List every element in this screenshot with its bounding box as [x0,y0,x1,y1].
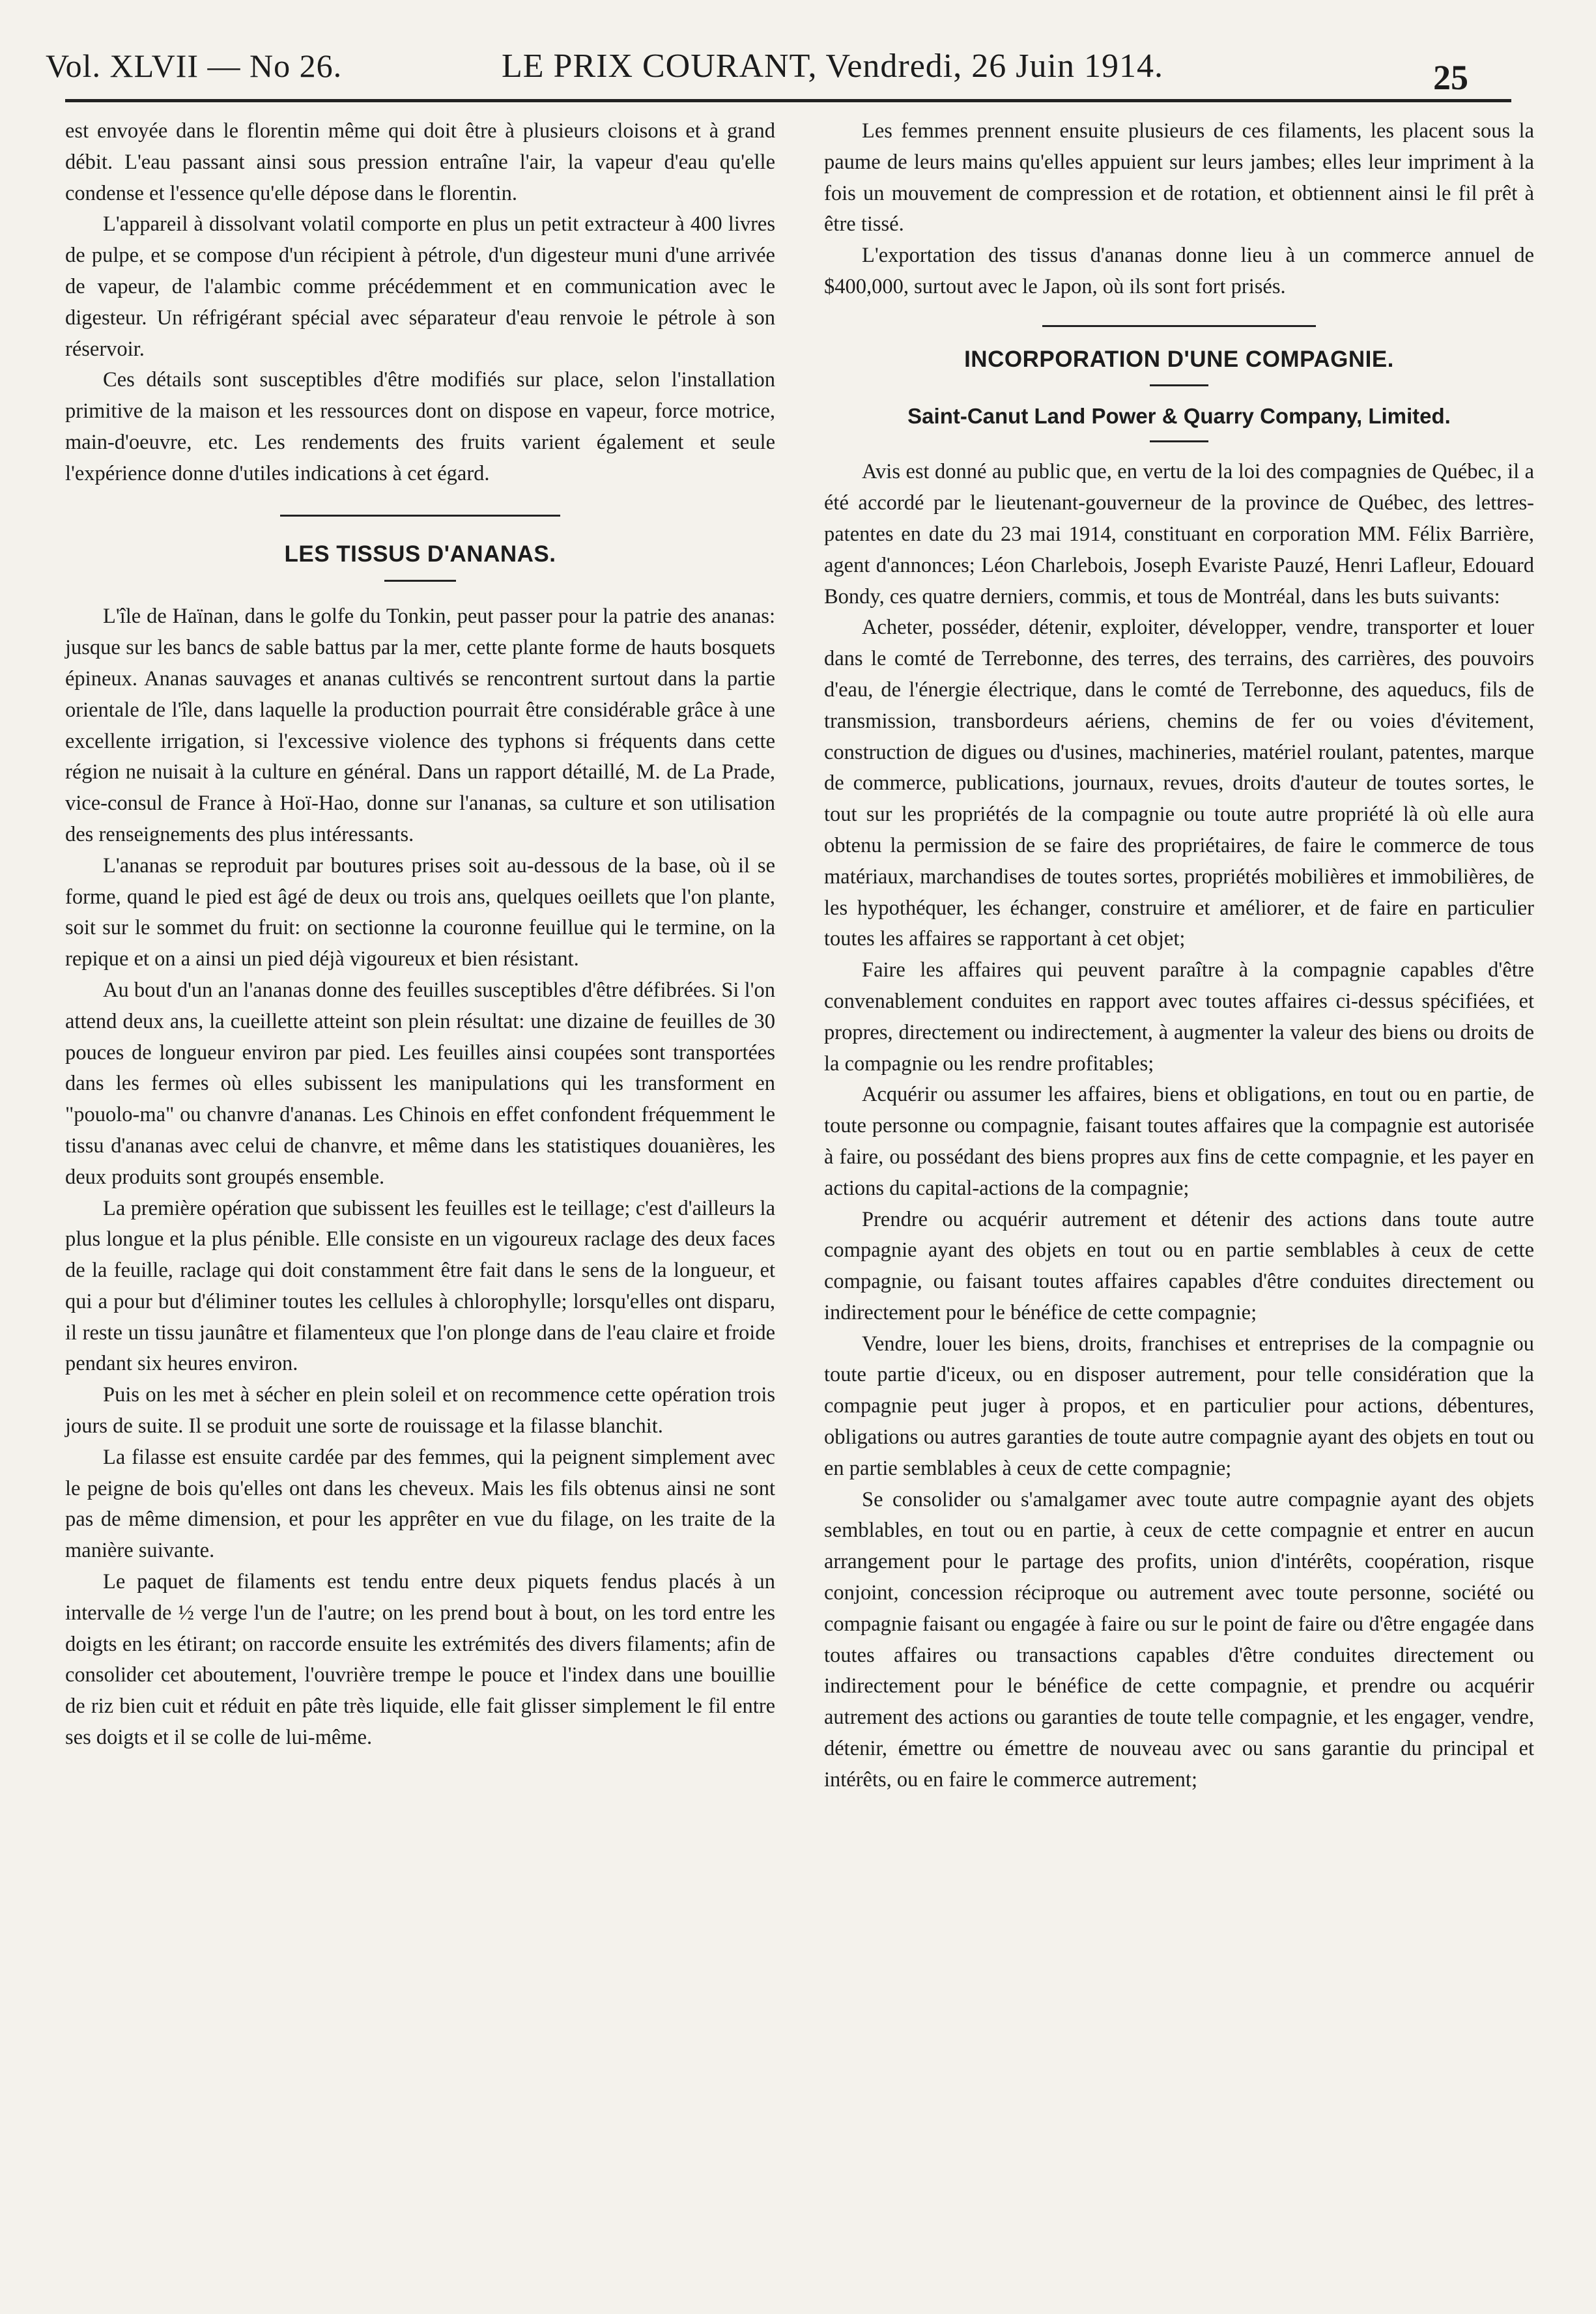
paragraph: Se consolider ou s'amalgamer avec toute autre compagnie ayant des objets semblables, en tout ou en partie, à ceux de cette compagnie et entrer en aucun arrangement pour le partage des profits, union d'intérêts, coopération, risque conjoint, concession réciproque ou autrement avec toute personne, société ou compagnie faisant ou engagée à faire ou sur le point de faire ou d'être engagée dans toutes affaires ou transactions capables d'être conduites directement ou indirectement pour le bénéfice de cette compagnie, et prendre ou acquérir autrement des actions ou garanties de toute telle compagnie, et les engager, vendre, détenir, émettre ou émettre de nouveau avec ou sans garantie du principal et intérêts, ou en faire le commerce autrement; [824,1487,1534,1792]
masthead [46,38,1498,96]
volume-number: Vol. XLVII — No 26. [46,48,343,84]
paragraph: Faire les affaires qui peuvent paraître à la compagnie capables d'être convenablement conduites en rapport avec toutes affaires ci-dessus spécifiées, et propres, directement ou indirectement, à augmenter la valeur des biens ou droits de la compagnie ou les rendre profitables; [824,958,1534,1076]
paragraph: Au bout d'un an l'ananas donne des feuilles susceptibles d'être défibrées. Si l'on attend deux ans, la cueillette atteint son plein résultat: une dizaine de feuilles de 30 pouces de longueur environ par pied. Les feuilles ainsi coupées sont transportées dans les fermes où elles subissent les manipulations qui les transforment en "pouolo-ma" ou chanvre d'ananas. Les Chinois en effet confondent fréquemment le tissu d'ananas avec celui de chanvre, et même dans les statistiques douanières, les deux produits sont groupés ensemble. [65,978,775,1189]
paragraph: L'ananas se reproduit par boutures prises soit au-dessous de la base, où il se forme, quand le pied est âgé de deux ou trois ans, quelques oeillets que l'on plante, soit sur le sommet du fruit: on sectionne la couronne feuillue qui le termine, on la repique et on a ainsi un pied déjà vigoureux et bien résistant. [65,853,775,971]
article-heading: LES TISSUS D'ANANAS. [284,541,556,567]
paragraph: Ces détails sont susceptibles d'être modifiés sur place, selon l'installation primitive de la maison et les ressources dont on dispose en vapeur, force motrice, main-d'oeuvre, etc. Les rendements des fruits varient également et seule l'expérience donne d'utiles indications à cet égard. [65,368,775,485]
heading-underline [384,580,456,582]
paragraph: Le paquet de filaments est tendu entre deux piquets fendus placés à un intervalle de ½ verge l'un de l'autre; on les prend bout à bout, on les tord entre les doigts en les étirant; on raccorde ensuite les extrémités des divers filaments; afin de consolider cet aboutement, l'ouvrière trempe le pouce et l'index dans une bouillie de riz bien cuit et réduit en pâte très liquide, elle fait glisser simplement le fil entre ses doigts et il se colle de lui-même. [65,1570,775,1750]
paragraph: La première opération que subissent les feuilles est le teillage; c'est d'ailleurs la plus longue et la plus pénible. Elle consiste en un vigoureux raclage des deux faces de la feuille, raclage qui doit constamment être fait dans le sens de la longueur, et qui a pour but d'éliminer toutes les cellules à chlorophylle; lorsqu'elles ont disparu, il reste un tissu jaunâtre et filamenteux que l'on plonge dans de l'eau claire et froide pendant six heures environ. [65,1196,775,1376]
paragraph: Avis est donné au public que, en vertu de la loi des compagnies de Québec, il a été accordé par le lieutenant-gouverneur de la province de Québec, des lettres-patentes en date du 23 mai 1914, constituant en corporation MM. Félix Barrière, agent d'annonces; Léon Charlebois, Joseph Evariste Pauzé, Henri Lafleur, Edouard Bondy, ces quatre derniers, commis, et tous de Montréal, dans les buts suivants: [824,460,1534,608]
paragraph: Acheter, posséder, détenir, exploiter, développer, vendre, transporter et louer dans le comté de Terrebonne, des terres, des terrains, des carrières, des pouvoirs d'eau, de l'énergie électrique, dans le comté de Terrebonne, des aqueducs, fils de transmission, transbordeurs aériens, chemins de fer ou voies d'évitement, construction de digues ou d'usines, machineries, matériel roulant, patentes, marque de commerce, publications, journaux, revues, droits d'auteur de toutes sortes, le tout sur les propriétés de la compagnie ou toute autre propriété là où elle aura obtenu la permission de se faire des propriétaires, de faire le commerce de tous matériaux, marchandises de toutes sortes, propriétés mobilières et immobilières, de les hypothéquer, les échanger, construire et améliorer, et de faire en particulier toutes les affaires se rapportant à cet objet; [824,616,1534,951]
heading-underline [1150,384,1208,386]
article-subheading: Saint-Canut Land Power & Quarry Company, Limited. [907,403,1451,428]
paragraph: L'exportation des tissus d'ananas donne lieu à un commerce annuel de $400,000, surtout avec le Japon, où ils sont fort prisés. [824,244,1534,298]
left-column [65,116,775,1754]
paragraph: Les femmes prennent ensuite plusieurs de ces filaments, les placent sous la paume de leurs mains qu'elles appuient sur leurs jambes; elles leur impriment à la fois un mouvement de compression et de rotation, et obtiennent ainsi le fil prêt à être tissé. [824,119,1534,236]
section-divider [1042,325,1316,327]
paragraph: L'île de Haïnan, dans le golfe du Tonkin, peut passer pour la patrie des ananas: jusque sur les bancs de sable battus par la mer, cette plante forme de hauts bosquets épineux. Ananas sauvages et ananas cultivés se rencontrent surtout dans la partie orientale de l'île, dans laquelle la production pourrait être considérable grâce à une excellente irrigation, si l'excessive violence des typhons si fréquents dans cette région ne nuisait à la culture en général. Dans un rapport détaillé, M. de La Prade, vice-consul de France à Hoï-Hao, donne sur l'ananas, sa culture et son utilisation des renseignements des plus intéressants. [65,605,775,846]
publication-title: LE PRIX COURANT, Vendredi, 26 Juin 1914. [502,48,1163,85]
continued-paragraph: est envoyée dans le florentin même qui doit être à plusieurs cloisons et à grand débit. L'eau passant ainsi sous pression entraîne l'air, la vapeur d'eau qu'elle condense et l'essence qu'elle dépose dans le florentin. [65,119,775,205]
paragraph: Puis on les met à sécher en plein soleil et on recommence cette opération trois jours de suite. Il se produit une sorte de rouissage et la filasse blanchit. [65,1383,775,1438]
article-heading: INCORPORATION D'UNE COMPAGNIE. [964,346,1394,372]
paragraph: Prendre ou acquérir autrement et détenir des actions dans toute autre compagnie ayant des objets en tout ou en partie semblables à ceux de cette compagnie, ou faisant toutes affaires capables d'être conduites directement ou indirectement pour le bénéfice de cette compagnie; [824,1207,1534,1324]
section-divider [280,515,560,517]
paragraph: Acquérir ou assumer les affaires, biens et obligations, en tout ou en partie, de toute personne ou compagnie, faisant toutes affaires que la compagnie est autorisée à faire, ou possédant des biens propres aux fins de cette compagnie, et les payer en actions du capital-actions de la compagnie; [824,1083,1534,1200]
subheading-underline [1150,440,1208,442]
page-number: 25 [1433,58,1468,97]
paragraph: Vendre, louer les biens, droits, franchises et entreprises de la compagnie ou toute partie d'iceux, ou en disposer autrement, pour telle considération que la compagnie peut juger à propos, et en particulier pour actions, débentures, obligations ou autres garanties de toute autre compagnie ayant des objets en tout ou en partie semblables à ceux de cette compagnie; [824,1332,1534,1480]
paragraph: L'appareil à dissolvant volatil comporte en plus un petit extracteur à 400 livres de pulpe, et se compose d'un récipient à pétrole, d'un digesteur muni d'une arrivée de vapeur, de l'alambic comme précédemment et en communication avec le digesteur. Un réfrigérant spécial avec séparateur d'eau renvoie le pétrole à son réservoir. [65,212,775,361]
right-column [824,116,1534,1796]
masthead-rule [65,99,1511,102]
paragraph: La filasse est ensuite cardée par des femmes, qui la peignent simplement avec le peigne de bois qu'elles ont dans les cheveux. Mais les fils obtenus ainsi ne sont pas de même dimension, et pour les apprêter en vue du filage, on les traite de la manière suivante. [65,1445,775,1563]
